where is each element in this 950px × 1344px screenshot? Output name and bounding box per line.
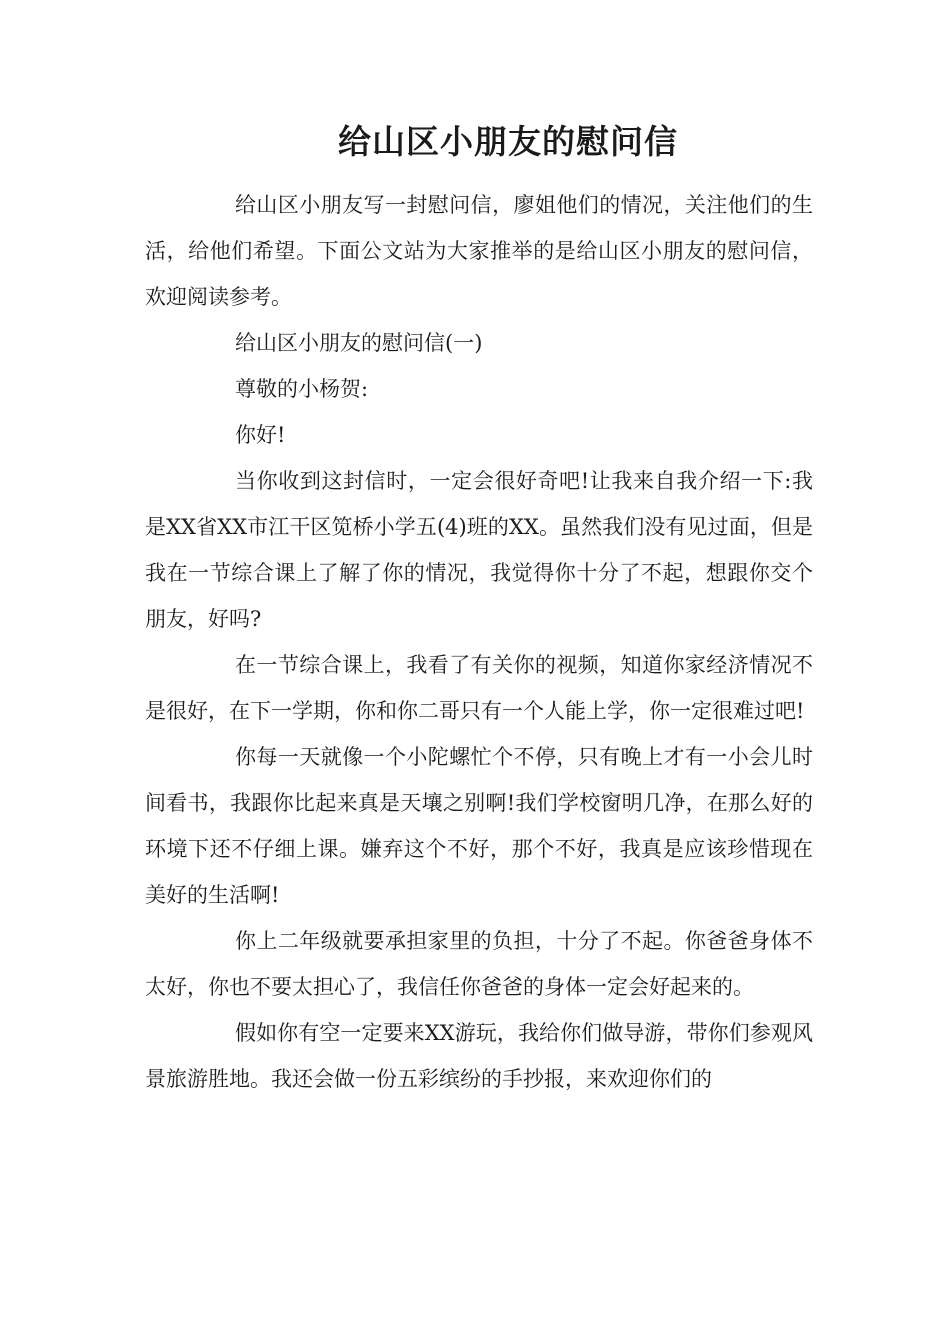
paragraph-invitation: 假如你有空一定要来XX游玩，我给你们做导游，带你们参观风景旅游胜地。我还会做一份五彩缤纷的手抄报，来欢迎你们的	[145, 1021, 813, 1091]
paragraph-greeting: 你好!	[235, 423, 286, 447]
document-title: 给山区小朋友的慰问信	[338, 122, 678, 161]
paragraph-self-intro: 当你收到这封信时，一定会很好奇吧!让我来自我介绍一下:我是XX省XX市江干区笕桥小学五(4)班的XX。虽然我们没有见过面，但是我在一节综合课上了解了你的情况，我觉得你十分了不起，想跟你交个朋友，好吗?	[145, 469, 813, 631]
paragraph-salutation: 尊敬的小杨贺:	[235, 377, 369, 401]
paragraph-encouragement: 你上二年级就要承担家里的负担，十分了不起。你爸爸身体不太好，你也不要太担心了，我信任你爸爸的身体一定会好起来的。	[145, 929, 813, 999]
paragraph-video: 在一节综合课上，我看了有关你的视频，知道你家经济情况不是很好，在下一学期，你和你二哥只有一个人能上学，你一定很难过吧!	[145, 653, 813, 723]
paragraph-comparison: 你每一天就像一个小陀螺忙个不停，只有晚上才有一小会儿时间看书，我跟你比起来真是天壤之别啊!我们学校窗明几净，在那么好的环境下还不仔细上课。嫌弃这个不好，那个不好，我真是应该珍惜现在美好的生活啊!	[145, 745, 813, 907]
paragraph-subtitle: 给山区小朋友的慰问信(一)	[235, 331, 483, 355]
document-body	[145, 182, 813, 1102]
paragraph-intro: 给山区小朋友写一封慰问信，廖姐他们的情况，关注他们的生活，给他们希望。下面公文站为大家推举的是给山区小朋友的慰问信，欢迎阅读参考。	[145, 193, 813, 309]
